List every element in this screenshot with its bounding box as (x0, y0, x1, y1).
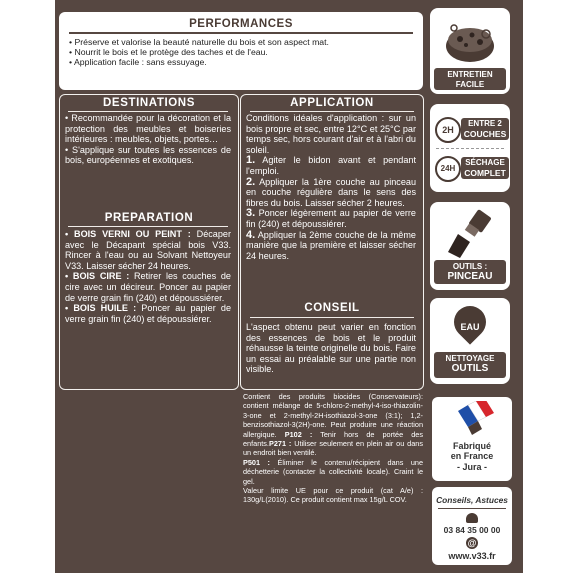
application-step (246, 208, 416, 229)
contact-rule (438, 508, 506, 509)
nettoyage-line2: OUTILS (451, 363, 489, 374)
application-step (246, 177, 416, 209)
legal-paragraph: Valeur limite UE pour ce produit (cat A/e) : 130g/L(2010). Ce produit contient max 15g/L COV. (243, 486, 423, 505)
sponge-icon (430, 14, 510, 74)
bois-cire-label: • BOIS CIRE : (65, 271, 130, 282)
sechage-badge (430, 104, 510, 192)
application-step (246, 230, 416, 262)
application-rule (250, 111, 414, 112)
performances-title: PERFORMANCES (189, 18, 293, 30)
fabrique-badge (432, 397, 512, 481)
nettoyage-badge (430, 298, 510, 384)
contact-title: Conseils, Astuces (436, 495, 508, 505)
fabrique-line1: Fabriqué (452, 441, 491, 451)
bois-verni-text: Décaper avec le Décapant spécial bois V33. Rincer à l'eau ou au Solvant Nettoyeur V33. Laisser sécher 24 heures. (65, 229, 231, 271)
couches-line2: COUCHES (463, 129, 507, 139)
conseil-rule (250, 317, 414, 318)
performances-item: • Préserve et valorise la beauté naturelle du bois et son aspect mat. (69, 37, 413, 47)
outils-line2: PINCEAU (447, 271, 493, 282)
performances-rule (69, 32, 413, 34)
entretien-line1: ENTRETIEN (447, 70, 493, 79)
step-number: 4. (246, 228, 256, 241)
conseil-title: CONSEIL (304, 302, 360, 314)
destinations-p1: • Recommandée pour la décoration et la protection des meubles et boiseries intérieures : meubles, objets, portes… (65, 113, 231, 145)
legal-code: P102 : (276, 429, 313, 439)
couches-label (461, 118, 509, 140)
sechage-line1: SÉCHAGE (465, 158, 505, 167)
legal-line: Éliminer le contenu/récipient dans une déchetterie (contacter la collectivité locale). Craint le gel. (243, 457, 424, 486)
sechage-label (461, 157, 509, 179)
preparation-p1 (65, 229, 231, 271)
outils-line1: OUTILS : (452, 262, 488, 271)
bois-huile-label: • BOIS HUILE : (65, 303, 137, 314)
performances-item: • Application facile : sans essuyage. (69, 57, 413, 67)
contact-box (432, 487, 512, 565)
performances-item: • Nourrit le bois et le protège des taches et de l'eau. (69, 47, 413, 57)
performances-list (59, 37, 423, 67)
bois-verni-label: • BOIS VERNI OU PEINT : (65, 229, 191, 239)
destinations-text (65, 113, 231, 166)
legal-text (243, 392, 423, 505)
paintbrush-icon (430, 204, 510, 264)
application-title: APPLICATION (290, 97, 374, 109)
couches-line1: ENTRE 2 (468, 119, 502, 128)
flag-brush-icon (432, 401, 512, 441)
entretien-badge (430, 8, 510, 94)
legal-line: Contient des produits biocides (Conservateurs): contient mélange de 5-chloro-2-methyl-4-iso-thiazolin-3-one et 2-methyl-2H-isothiazol-3-one (3:1); 1,2-benzisothiazol-3(2H)-one. Peut produire une réaction allergique. (243, 392, 423, 439)
bois-huile-text: Poncer au papier de verre grain fin (240) et dépoussiérer. (65, 303, 231, 324)
at-icon: @ (467, 538, 477, 548)
fabrique-line2: en France (450, 451, 494, 461)
clock-2h-label: 2H (442, 125, 454, 135)
clock-24h-label: 24H (440, 164, 456, 173)
sechage-line2: COMPLET (464, 168, 506, 178)
clock-24h-icon (435, 156, 461, 182)
legal-line: Utiliser seulement en plein air ou dans un endroit bien ventilé. (243, 439, 423, 458)
step-text: Poncer légèrement au papier de verre fin (240) et dépoussiérer. (246, 208, 416, 229)
nettoyage-line1: NETTOYAGE (445, 354, 495, 363)
step-number: 3. (246, 207, 256, 220)
preparation-p2 (65, 271, 231, 303)
preparation-rule (68, 226, 228, 227)
step-number: 2. (246, 175, 256, 188)
step-number: 1. (246, 154, 256, 167)
preparation-p3 (65, 303, 231, 324)
destinations-p2: • S'applique sur toutes les essences de bois, européennes et exotiques. (65, 144, 231, 166)
performances-box (59, 12, 423, 90)
contact-website[interactable]: www.v33.fr (448, 551, 496, 561)
entretien-line2: FACILE (455, 80, 485, 89)
outils-badge (430, 202, 510, 290)
phone-icon (466, 513, 478, 523)
legal-paragraph (243, 392, 423, 458)
preparation-text (65, 229, 231, 324)
legal-code: P271 : (268, 439, 292, 449)
divider (436, 148, 504, 149)
step-text: Appliquer la 1ère couche au pinceau en couche régulière dans le sens des fibres du bois. Laisser sécher 2 heures. (246, 176, 416, 208)
destinations-rule (68, 111, 228, 112)
step-text: Appliquer la 2ème couche de la même manière que la première et laisser sécher 24 heures. (246, 229, 416, 261)
contact-phone[interactable]: 03 84 35 00 00 (443, 525, 501, 535)
legal-paragraph (243, 458, 423, 486)
legal-code: P501 : (243, 457, 270, 467)
application-text (246, 113, 416, 261)
legal-line: Tenir hors de portée des enfants. (243, 429, 423, 449)
application-step (246, 155, 416, 176)
application-intro: Conditions idéales d'application : sur un bois propre et sec, entre 12°C et 25°C par temps sec, hors courant d'air et à l'abri du soleil. (246, 113, 416, 155)
bois-cire-text: Retirer les couches de cire avec un décireur. Poncer au papier de verre grain fin (240) et dépoussiérer. (65, 271, 231, 303)
conseil-text: L'aspect obtenu peut varier en fonction des essences de bois et le produit réhausse la teinte originelle du bois. Faire un essai au préalable sur une partie non visible. (246, 322, 416, 375)
preparation-title: PREPARATION (104, 212, 194, 224)
water-drop-label: EAU (460, 322, 480, 332)
fabrique-line3: - Jura - (456, 462, 487, 472)
clock-2h-icon (435, 117, 461, 143)
destinations-title: DESTINATIONS (103, 97, 195, 109)
step-text: Agiter le bidon avant et pendant l'emploi. (246, 155, 416, 176)
